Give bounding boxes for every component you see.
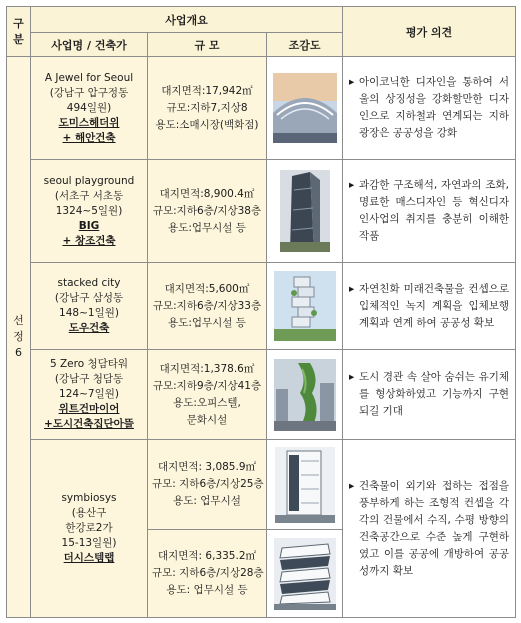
header-project-name: 사업명 / 건축가 [31,33,148,57]
project-title: seoul playground [43,174,135,187]
rendering-cell [267,530,343,618]
floors: 규모:지하7,지상8 [166,101,248,114]
evaluation-text: 과감한 구조해석, 자연과의 조화, 명료한 매스디자인 등 혁신디자인사업의 취지를 충분히 이해한 작품 [359,179,510,242]
project-address: 148~1일원) [59,307,119,319]
site-area: 대지면적: 6,335.2㎡ [157,550,257,562]
project-partner: + 해안건축 [62,131,116,144]
project-name-cell [31,263,148,350]
curved-mall-render-icon [273,73,337,143]
usage: 용도:업무시설 등 [168,221,246,234]
scale-cell [148,350,267,440]
usage: 용도: 업무시설 등 [166,584,248,596]
project-partner: + 창조건축 [62,234,116,247]
evaluation-cell [343,350,516,440]
scale-cell [148,57,267,160]
project-name-cell [31,160,148,263]
project-partner: +도시건축집단아뜰 [44,418,134,430]
evaluation-text: 아이코닉한 디자인을 통하여 서울의 상징성을 강화할만한 디자인으로 지하철과 연계되는 지하광장은 공공성을 강화 [359,76,510,139]
project-location: (서초구 서초동 [54,189,124,202]
evaluation-cell [343,440,516,618]
usage: 용도:소매시장(백화점) [155,118,259,131]
floors: 규모:지하9층/지상41층 [152,379,262,392]
site-area: 대지면적:1,378.6㎡ [159,362,255,375]
site-area: 대지면적: 3,085.9㎡ [157,461,257,473]
project-address: 한강로2가 [65,522,113,534]
project-name-cell [31,440,148,618]
evaluation-table [6,6,516,618]
project-title: A Jewel for Seoul [44,71,134,84]
evaluation-cell [343,263,516,350]
rendering-cell [267,57,343,160]
usage: 용도: 업무시설 [173,495,241,507]
project-title: stacked city [57,277,121,289]
evaluation-text: 자연친화 미래건축물을 컨셉으로 입체적인 녹지 계획을 입체보행계획과 연계 하여 공공성 확보 [359,282,510,329]
floors: 규모:지하6층/지상33층 [152,299,262,312]
usage-continued: 문화시설 [186,413,228,426]
header-evaluation: 평가 의견 [343,7,516,57]
site-area: 대지면적:8,900.4㎡ [159,187,255,200]
group-label: 선 정 6 [7,57,31,618]
bullet-icon: ▸ [349,371,355,383]
rendering-cell [267,160,343,263]
green-tower-render-icon [274,359,336,431]
project-architect: BIG [78,219,100,232]
floors: 규모: 지하6층/지상28층 [152,567,264,579]
scale-cell [148,160,267,263]
header-rendering: 조감도 [267,33,343,57]
project-title: symbiosys [61,492,117,504]
project-location: (강남구 청담동 [54,373,124,385]
site-area: 대지면적:5,600㎡ [164,282,250,295]
scale-cell [148,530,267,618]
project-title: 5 Zero 청담타워 [49,358,129,370]
usage: 용도:업무시설 등 [168,316,246,329]
header-overview: 사업개요 [31,7,343,33]
rendering-cell [267,263,343,350]
scale-cell [148,440,267,530]
rendering-cell [267,440,343,530]
evaluation-text: 건축물이 외기와 접하는 접점을 풍부하게 하는 조형적 컨셉을 각각의 건물에서 수직, 수평 방향의 건축공간으로 수준 높게 구현하였고 이를 공공에 개방하여 공공성까지 확보 [359,479,510,577]
layered-building-render-icon [274,538,336,610]
stacked-tower-render-icon [274,271,336,341]
bullet-icon: ▸ [349,479,355,492]
bullet-icon: ▸ [349,282,355,295]
project-architect: 도미스헤더위 [58,116,120,129]
project-name-cell [31,350,148,440]
project-name-cell [31,57,148,160]
rendering-cell [267,350,343,440]
project-address: 1324~5일원) [55,204,123,217]
scale-cell [148,263,267,350]
floors: 규모:지하6층/지상38층 [152,204,262,217]
evaluation-text: 도시 경관 속 살아 숨쉬는 유기체를 형상화하였고 기능까지 구현되길 기대 [359,371,510,417]
project-address: 494일원) [66,101,112,114]
project-architect: 도우건축 [68,322,110,334]
project-address: 124~7일원) [59,388,119,400]
floors: 규모: 지하6층/지상25층 [152,478,264,490]
header-scale: 규 모 [148,33,267,57]
usage: 용도:오피스텔, [173,396,241,409]
project-location: (강남구 삼성동 [54,292,124,304]
twin-tower-render-icon [275,447,335,523]
project-address-lot: 15-13일원) [61,537,117,549]
project-location: (강남구 압구정동 [49,86,129,99]
project-location: (용산구 [71,507,107,519]
evaluation-cell [343,160,516,263]
bullet-icon: ▸ [349,76,355,88]
bullet-icon: ▸ [349,179,355,191]
project-architect: 더시스템랩 [63,552,115,564]
tower-render-icon [280,170,330,252]
project-architect: 위트건마이어 [58,403,120,415]
header-category: 구 분 [7,7,31,57]
evaluation-cell [343,57,516,160]
site-area: 대지면적:17,942㎡ [161,84,253,97]
